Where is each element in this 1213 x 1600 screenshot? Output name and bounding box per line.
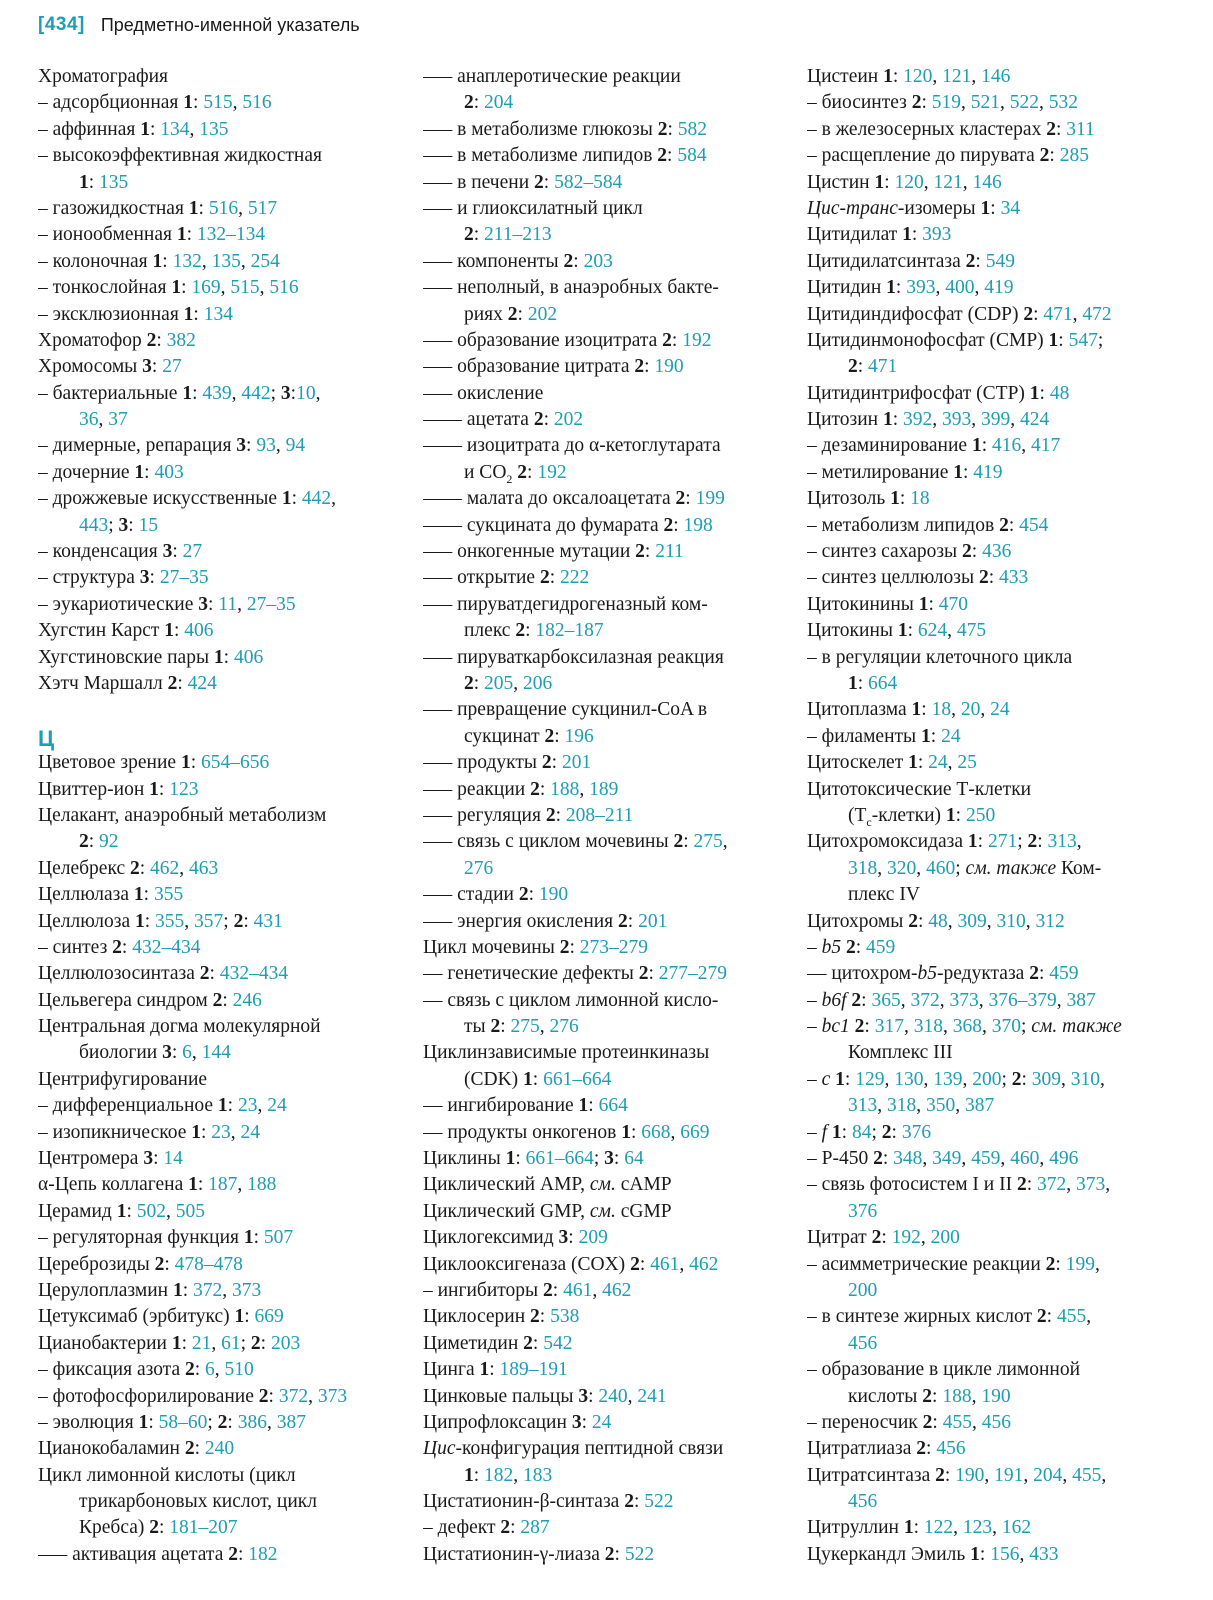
index-entry: Цистин 1: 120, 121, 146 [807, 171, 1002, 193]
index-entry: Цинковые пальцы 3: 240, 241 [423, 1385, 667, 1407]
index-entry: Цитозоль 1: 18 [807, 488, 930, 510]
index-entry-continuation: 2: 211–213 [464, 224, 552, 246]
index-entry-continuation: (CDK) 1: 661–664 [464, 1068, 612, 1090]
index-entry: ––– реакции 2: 188, 189 [423, 778, 619, 800]
index-entry: ––– регуляция 2: 208–211 [423, 804, 634, 826]
index-entry-continuation: Кребса) 2: 181–207 [79, 1517, 238, 1539]
index-entry: – связь фотосистем I и II 2: 372, 373, [807, 1174, 1111, 1196]
index-entry: Целлюлаза 1: 355 [38, 884, 184, 906]
index-entry: Цитруллин 1: 122, 123, 162 [807, 1517, 1032, 1539]
index-entry: – фиксация азота 2: 6, 510 [38, 1359, 254, 1381]
index-entry: – тонкослойная 1: 169, 515, 516 [38, 277, 299, 299]
index-entry: –– продукты онкогенов 1: 668, 669 [423, 1121, 710, 1143]
index-entry: – адсорбционная 1: 515, 516 [38, 92, 272, 114]
index-entry-continuation: 443; 3: 15 [79, 514, 159, 536]
index-entry: ––– открытие 2: 222 [423, 567, 590, 589]
index-entry: Церулоплазмин 1: 372, 373 [38, 1279, 262, 1301]
index-entry: – образование в цикле лимонной [807, 1359, 1081, 1381]
index-entry-continuation: 456 [848, 1491, 878, 1513]
index-entry: – расщепление до пирувата 2: 285 [807, 145, 1089, 167]
index-entry-continuation: $(T_c-клетки)$ 1: 250 [848, 804, 996, 829]
index-entry: – в синтезе жирных кислот 2: 455, [807, 1306, 1092, 1328]
index-entry: Центромера 3: 14 [38, 1148, 183, 1170]
index-entry: Хроматография [38, 66, 169, 87]
index-entry: – в регуляции клеточного цикла [807, 646, 1073, 668]
index-entry: Цитоплазма 1: 18, 20, 24 [807, 699, 1010, 721]
index-entry: ––– онкогенные мутации 2: 211 [423, 541, 684, 563]
index-entry: – b6f 2: 365, 372, 373, 376–379, 387 [807, 989, 1096, 1011]
index-entry: ––– связь с циклом мочевины 2: 275, [423, 831, 728, 853]
index-entry: Центральная догма молекулярной [38, 1016, 321, 1038]
index-entry: – конденсация 3: 27 [38, 541, 203, 563]
index-entry: Цереброзиды 2: 478–478 [38, 1253, 243, 1275]
index-entry: – димерные, репарация 3: 93, 94 [38, 435, 306, 457]
index-entry: –– генетические дефекты 2: 277–279 [423, 963, 727, 985]
index-entry: ––– продукты 2: 201 [423, 752, 592, 774]
index-entry: ––– компоненты 2: 203 [423, 250, 613, 272]
index-entry: Цитозин 1: 392, 393, 399, 424 [807, 409, 1050, 431]
index-entry: –– связь с циклом лимонной кисло- [423, 989, 719, 1011]
index-entry: Циклины 1: 661–664; 3: 64 [423, 1148, 644, 1170]
index-entry-continuation: 456 [848, 1332, 878, 1354]
index-entry-continuation: 1: 182, 183 [464, 1464, 553, 1486]
index-entry: Цистатионин-β-синтаза 2: 522 [423, 1491, 674, 1513]
index-entry: Циклогексимид 3: 209 [423, 1227, 608, 1249]
page-header [38, 10, 360, 40]
index-entry: – аффинная 1: 134, 135 [38, 118, 229, 140]
index-column-2 [423, 64, 793, 1568]
index-entry: Цис-транс-изомеры 1: 34 [807, 197, 1021, 219]
index-entry: Центрифугирование [38, 1068, 208, 1090]
index-entry-continuation: 200 [848, 1279, 878, 1301]
index-entry: – в железосерных кластерах 2: 311 [807, 118, 1095, 140]
index-entry: – газожидкостная 1: 516, 517 [38, 197, 278, 219]
index-entry: Цианокобаламин 2: 240 [38, 1438, 235, 1460]
index-entry: Цитидилат 1: 393 [807, 224, 952, 246]
index-entry: –––– малата до оксалоацетата 2: 199 [423, 488, 725, 510]
index-entry-continuation: ты 2: 275, 276 [464, 1016, 579, 1038]
index-entry: – высокоэффективная жидкостная [38, 145, 322, 167]
index-entry: Цитидиндифосфат (CDP) 2: 471, 472 [807, 303, 1112, 325]
index-entry: – дочерние 1: 403 [38, 461, 184, 483]
index-entry: – регуляторная функция 1: 507 [38, 1227, 294, 1249]
index-entry-continuation: 2: 471 [848, 356, 898, 378]
index-entry: ––– в метаболизме глюкозы 2: 582 [423, 118, 708, 140]
index-entry: ––– превращение сукцинил-CoA в [423, 699, 708, 721]
index-entry: ––– в метаболизме липидов 2: 584 [423, 145, 707, 167]
index-entry-continuation: риях 2: 202 [464, 303, 558, 325]
index-entry: –––– изоцитрата до α-кетоглутарата [423, 435, 721, 457]
index-entry: – эволюция 1: 58–60; 2: 386, 387 [38, 1411, 306, 1433]
index-entry: Цис-конфигурация пептидной связи [423, 1438, 724, 1460]
index-entry: Цитидилатсинтаза 2: 549 [807, 250, 1015, 272]
index-entry: – структура 3: 27–35 [38, 567, 209, 589]
index-entry: Цитидинмонофосфат (CMP) 1: 547; [807, 329, 1104, 351]
index-entry: ––– образование изоцитрата 2: 192 [423, 329, 712, 351]
index-entry: Цитидинтрифосфат (CTP) 1: 48 [807, 382, 1070, 404]
index-entry: – изопикническое 1: 23, 24 [38, 1121, 261, 1143]
index-entry: – биосинтез 2: 519, 521, 522, 532 [807, 92, 1079, 114]
index-entry: ––– и глиоксилатный цикл [423, 197, 643, 219]
index-entry: Цетуксимаб (эрбитукс) 1: 669 [38, 1306, 284, 1328]
index-entry: Цитрат 2: 192, 200 [807, 1227, 960, 1249]
index-entry: Циклосерин 2: 538 [423, 1306, 580, 1328]
index-entry: Цитратсинтаза 2: 190, 191, 204, 455, [807, 1464, 1107, 1486]
index-entry: – филаменты 1: 24 [807, 725, 961, 747]
index-entry-continuation: 2: 204 [464, 92, 514, 114]
index-entry: – дифференциальное 1: 23, 24 [38, 1095, 287, 1117]
index-entry-continuation: 1: 135 [79, 171, 129, 193]
index-entry: – b5 2: 459 [807, 936, 896, 958]
index-entry: Цитидин 1: 393, 400, 419 [807, 277, 1014, 299]
index-entry: – метилирование 1: 419 [807, 461, 1003, 483]
section-gap [38, 697, 408, 723]
index-entry-continuation: Комплекс III [848, 1042, 953, 1064]
index-entry: – бактериальные 1: 439, 442; 3:10, [38, 382, 321, 404]
index-entry: – эукариотические 3: 11, 27–35 [38, 593, 296, 615]
index-entry-continuation: 36, 37 [79, 409, 128, 431]
index-entry: Целакант, анаэробный метаболизм [38, 804, 327, 826]
index-entry: – асимметрические реакции 2: 199, [807, 1253, 1100, 1275]
index-entry-continuation: и $CO_2$ 2: 192 [464, 461, 567, 486]
index-entry-continuation: 2: 92 [79, 831, 119, 853]
index-entry: Целебрекс 2: 462, 463 [38, 857, 219, 879]
index-entry: Цитоскелет 1: 24, 25 [807, 752, 977, 774]
index-entry: – синтез 2: 432–434 [38, 936, 201, 958]
index-entry: Цинга 1: 189–191 [423, 1359, 568, 1381]
index-entry: Цистеин 1: 120, 121, 146 [807, 66, 1011, 87]
index-entry: ––– энергия окисления 2: 201 [423, 910, 668, 932]
index-entry: Цветовое зрение 1: 654–656 [38, 752, 270, 774]
page-title: Предметно-именной указатель [100, 14, 360, 35]
index-entry: α-Цепь коллагена 1: 187, 188 [38, 1174, 277, 1196]
index-entry: – дезаминирование 1: 416, 417 [807, 435, 1061, 457]
index-column-1 [38, 64, 408, 1568]
section-letter: Ц [38, 725, 55, 751]
index-entry: ––– анаплеротические реакции [423, 66, 681, 87]
index-entry-continuation: биологии 3: 6, 144 [79, 1042, 231, 1064]
index-entry: Цитокины 1: 624, 475 [807, 620, 987, 642]
index-entry: Циклический AMP, см. cAMP [423, 1174, 672, 1196]
index-entry: ––– пируваткарбоксилазная реакция [423, 646, 724, 668]
index-entry: – переносчик 2: 455, 456 [807, 1411, 1011, 1433]
index-entry: Цитотоксические Т-клетки [807, 778, 1032, 800]
index-entry: Цитратлиаза 2: 456 [807, 1438, 966, 1460]
index-entry: ––– пируватдегидрогеназный ком- [423, 593, 708, 615]
index-entry: Циметидин 2: 542 [423, 1332, 573, 1354]
index-entry-continuation: 313, 318, 350, 387 [848, 1095, 995, 1117]
index-entry: ––– активация ацетата 2: 182 [38, 1543, 278, 1565]
index-entry-continuation: плекс 2: 182–187 [464, 620, 604, 642]
index-entry: Целлюлоза 1: 355, 357; 2: 431 [38, 910, 283, 932]
index-entry: – дефект 2: 287 [423, 1517, 550, 1539]
index-entry: Цитокинины 1: 470 [807, 593, 969, 615]
index-entry: –– цитохром-b5-редуктаза 2: 459 [807, 963, 1079, 985]
index-entry: – c 1: 129, 130, 139, 200; 2: 309, 310, [807, 1068, 1105, 1090]
index-entry: – ингибиторы 2: 461, 462 [423, 1279, 632, 1301]
index-entry: Цикл мочевины 2: 273–279 [423, 936, 648, 958]
index-entry: – синтез сахарозы 2: 436 [807, 541, 1012, 563]
index-entry-continuation: 276 [464, 857, 494, 879]
index-entry: – f 1: 84; 2: 376 [807, 1121, 932, 1143]
index-entry: – колоночная 1: 132, 135, 254 [38, 250, 280, 272]
index-entry: Цистатионин-γ-лиаза 2: 522 [423, 1543, 655, 1565]
index-entry: – дрожжевые искусственные 1: 442, [38, 488, 337, 510]
index-entry: Цитохромоксидаза 1: 271; 2: 313, [807, 831, 1082, 853]
index-entry-continuation: трикарбоновых кислот, цикл [79, 1491, 317, 1513]
index-entry: Цитохромы 2: 48, 309, 310, 312 [807, 910, 1065, 932]
index-entry: –––– сукцината до фумарата 2: 198 [423, 514, 713, 536]
index-entry: Хроматофор 2: 382 [38, 329, 196, 351]
index-entry: Церамид 1: 502, 505 [38, 1200, 206, 1222]
index-entry: Цукеркандл Эмиль 1: 156, 433 [807, 1543, 1059, 1565]
index-entry: Циклооксигеназа (COX) 2: 461, 462 [423, 1253, 719, 1275]
index-entry: Хэтч Маршалл 2: 424 [38, 672, 217, 694]
index-entry: Хромосомы 3: 27 [38, 356, 182, 378]
index-column-3 [807, 64, 1177, 1568]
index-entry: ––– образование цитрата 2: 190 [423, 356, 684, 378]
index-entry-continuation: 1: 664 [848, 672, 898, 694]
index-entry: ––– окисление [423, 382, 544, 404]
index-entry: Хугстин Карст 1: 406 [38, 620, 214, 642]
index-entry: ––– стадии 2: 190 [423, 884, 569, 906]
index-entry-continuation: сукцинат 2: 196 [464, 725, 594, 747]
index-entry: – P-450 2: 348, 349, 459, 460, 496 [807, 1148, 1079, 1170]
index-entry: – синтез целлюлозы 2: 433 [807, 567, 1029, 589]
index-entry: – эксклюзионная 1: 134 [38, 303, 233, 325]
index-entry: Хугстиновские пары 1: 406 [38, 646, 264, 668]
index-entry-continuation: 376 [848, 1200, 878, 1222]
page-number: [434] [38, 14, 85, 35]
index-entry: Цельвегера синдром 2: 246 [38, 989, 262, 1011]
index-entry: – bc1 2: 317, 318, 368, 370; см. также [807, 1016, 1122, 1038]
index-entry: Цианобактерии 1: 21, 61; 2: 203 [38, 1332, 301, 1354]
index-entry: –– ингибирование 1: 664 [423, 1095, 628, 1117]
index-entry-continuation: 318, 320, 460; см. также Ком- [848, 857, 1102, 879]
index-entry-continuation: плекс IV [848, 884, 920, 906]
index-entry: – метаболизм липидов 2: 454 [807, 514, 1049, 536]
index-entry: Цикл лимонной кислоты (цикл [38, 1464, 296, 1486]
index-entry-continuation: 2: 205, 206 [464, 672, 553, 694]
index-entry: Ципрофлоксацин 3: 24 [423, 1411, 612, 1433]
index-entry-continuation: кислоты 2: 188, 190 [848, 1385, 1011, 1407]
index-entry: – ионообменная 1: 132–134 [38, 224, 266, 246]
index-entry: Циклический GMP, см. cGMP [423, 1200, 672, 1222]
index-entry: –––– ацетата 2: 202 [423, 409, 584, 431]
index-entry: Цвиттер-ион 1: 123 [38, 778, 199, 800]
index-entry: ––– в печени 2: 582–584 [423, 171, 623, 193]
index-entry: – фотофосфорилирование 2: 372, 373 [38, 1385, 348, 1407]
index-entry: Целлюлозосинтаза 2: 432–434 [38, 963, 289, 985]
index-entry: ––– неполный, в анаэробных бакте- [423, 277, 719, 299]
index-entry: Циклинзависимые протеинкиназы [423, 1042, 710, 1064]
